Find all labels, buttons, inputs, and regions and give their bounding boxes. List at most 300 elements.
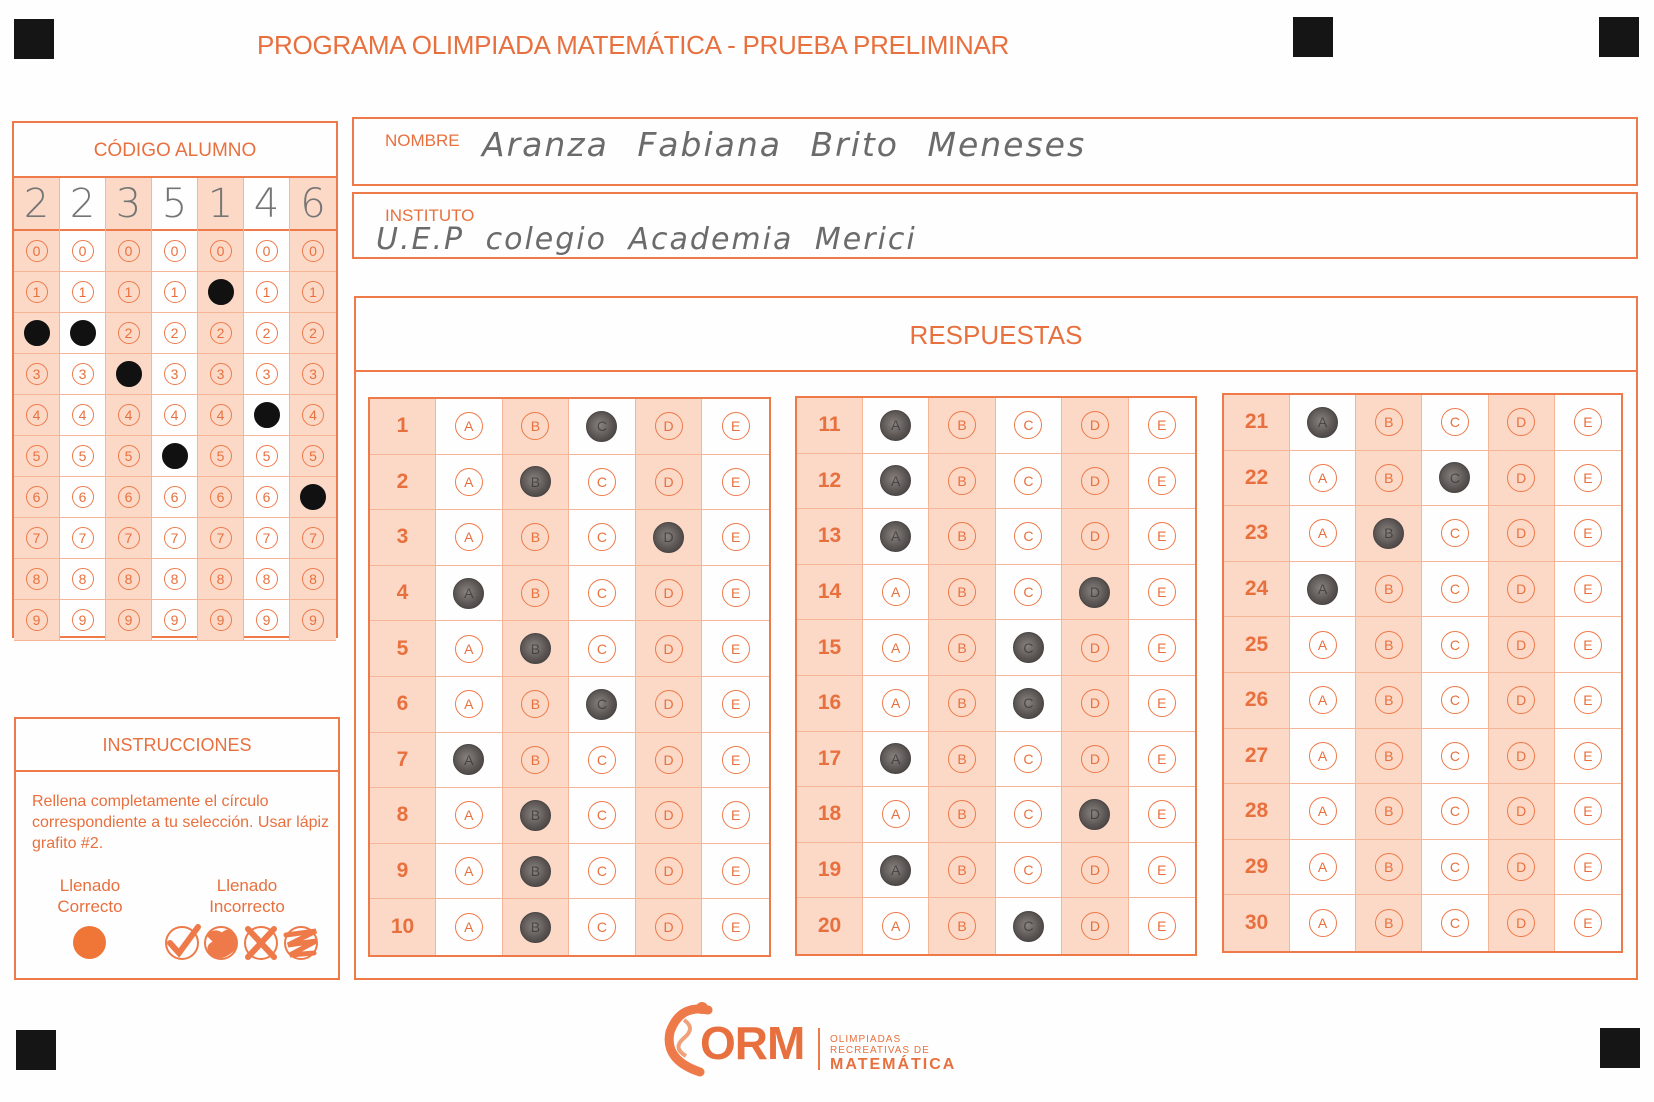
answer-bubble-a[interactable]: A [882, 800, 910, 828]
answer-bubble-c[interactable]: C [1013, 688, 1044, 719]
code-bubble[interactable] [208, 279, 234, 305]
answer-bubble-d[interactable]: D [1079, 577, 1110, 608]
code-bubble[interactable]: 9 [210, 609, 232, 631]
answer-bubble-b[interactable]: B [521, 746, 549, 774]
answer-bubble-c[interactable]: C [586, 689, 617, 720]
code-bubble[interactable]: 5 [210, 445, 232, 467]
answer-bubble-a[interactable]: A [455, 523, 483, 551]
answer-bubble-d[interactable]: D [1081, 467, 1109, 495]
code-bubble[interactable]: 7 [164, 527, 186, 549]
answer-row [569, 510, 635, 566]
answer-bubble-d[interactable]: D [1081, 634, 1109, 662]
answer-bubble-a[interactable]: A [1309, 631, 1337, 659]
answer-row [797, 843, 862, 899]
code-bubble[interactable]: 6 [26, 486, 48, 508]
answer-bubble-e[interactable]: E [1148, 467, 1176, 495]
answer-bubble-b[interactable]: B [1375, 742, 1403, 770]
logo-line-2: RECREATIVAS DE [830, 1045, 930, 1056]
code-bubble[interactable]: 9 [26, 609, 48, 631]
answer-bubble-e[interactable]: E [1574, 575, 1602, 603]
answer-bubble-a[interactable]: A [1307, 574, 1338, 605]
code-row [60, 395, 105, 436]
code-row [198, 436, 243, 477]
answer-bubble-c[interactable]: C [1441, 575, 1469, 603]
answer-row [1062, 898, 1127, 954]
answer-bubble-e[interactable]: E [722, 579, 750, 607]
answer-row [636, 677, 702, 733]
code-bubble[interactable]: 1 [164, 281, 186, 303]
code-bubble[interactable]: 1 [256, 281, 278, 303]
code-bubble[interactable]: 7 [210, 527, 232, 549]
answer-row [503, 788, 569, 844]
answer-bubble-d[interactable]: D [653, 522, 684, 553]
code-bubble[interactable]: 2 [164, 322, 186, 344]
code-bubble[interactable]: 8 [302, 568, 324, 590]
code-bubble[interactable]: 6 [72, 486, 94, 508]
code-bubble[interactable]: 5 [302, 445, 324, 467]
code-row [106, 600, 151, 641]
answer-bubble-d[interactable]: D [1507, 631, 1535, 659]
code-row [290, 395, 336, 436]
name-value: Aranza Fabiana Brito Meneses [482, 125, 1087, 164]
code-bubble[interactable]: 3 [302, 363, 324, 385]
answer-bubble-c[interactable]: C [1014, 467, 1042, 495]
answer-row [797, 565, 862, 621]
code-bubble[interactable]: 4 [210, 404, 232, 426]
answer-bubble-e[interactable]: E [1574, 464, 1602, 492]
code-bubble[interactable]: 4 [164, 404, 186, 426]
answer-row [636, 399, 702, 455]
answer-bubble-a[interactable]: A [882, 634, 910, 662]
answer-bubble-b[interactable]: B [948, 411, 976, 439]
code-bubble[interactable]: 7 [302, 527, 324, 549]
code-bubble[interactable]: 8 [72, 568, 94, 590]
answer-bubble-b[interactable]: B [948, 467, 976, 495]
code-bubble[interactable]: 6 [164, 486, 186, 508]
question-number: 7 [396, 747, 409, 771]
answer-bubble-e[interactable]: E [1574, 686, 1602, 714]
answer-bubble-e[interactable]: E [722, 412, 750, 440]
answer-bubble-b[interactable]: B [948, 745, 976, 773]
answer-bubble-a[interactable]: A [880, 465, 911, 496]
answer-bubble-a[interactable]: A [1309, 853, 1337, 881]
answer-bubble-d[interactable]: D [655, 913, 683, 941]
answer-row [1062, 565, 1127, 621]
answer-bubble-b[interactable]: B [1375, 408, 1403, 436]
answer-bubble-e[interactable]: E [1148, 634, 1176, 662]
code-bubble[interactable] [24, 320, 50, 346]
code-row [198, 600, 243, 641]
answer-bubble-c[interactable]: C [1441, 519, 1469, 547]
answer-bubble-e[interactable]: E [722, 746, 750, 774]
answer-bubble-a[interactable]: A [1309, 742, 1337, 770]
answer-row [1489, 617, 1554, 673]
answer-bubble-b[interactable]: B [521, 412, 549, 440]
answer-bubble-e[interactable]: E [1574, 797, 1602, 825]
answer-bubble-e[interactable]: E [1574, 631, 1602, 659]
code-bubble[interactable]: 9 [164, 609, 186, 631]
answer-bubble-a[interactable]: A [882, 689, 910, 717]
answer-bubble-c[interactable]: C [1441, 742, 1469, 770]
answer-row [1356, 673, 1421, 729]
code-bubble[interactable]: 8 [164, 568, 186, 590]
answer-bubble-b[interactable]: B [948, 634, 976, 662]
answer-bubble-c[interactable]: C [1441, 408, 1469, 436]
answer-bubble-e[interactable]: E [1574, 408, 1602, 436]
code-bubble[interactable]: 5 [26, 445, 48, 467]
code-bubble[interactable]: 0 [118, 240, 140, 262]
answer-bubble-d[interactable]: D [1079, 799, 1110, 830]
answer-row [996, 732, 1061, 788]
logo-line-1: OLIMPIADAS [830, 1034, 902, 1045]
answer-row [1224, 562, 1289, 618]
code-bubble[interactable]: 0 [72, 240, 94, 262]
answer-bubble-e[interactable]: E [1148, 411, 1176, 439]
answer-row [503, 899, 569, 955]
code-bubble[interactable]: 1 [118, 281, 140, 303]
answer-row [1129, 509, 1195, 565]
choice-column [1129, 398, 1195, 954]
answer-bubble-b[interactable]: B [1375, 853, 1403, 881]
code-bubble[interactable]: 7 [72, 527, 94, 549]
answer-bubble-e[interactable]: E [1574, 519, 1602, 547]
answer-bubble-e[interactable]: E [1148, 856, 1176, 884]
code-bubble[interactable]: 0 [26, 240, 48, 262]
answer-bubble-b[interactable]: B [520, 912, 551, 943]
question-number: 28 [1244, 799, 1269, 823]
answer-bubble-e[interactable]: E [722, 635, 750, 663]
answer-bubble-a[interactable]: A [455, 857, 483, 885]
code-bubble[interactable]: 2 [118, 322, 140, 344]
code-row [14, 600, 59, 641]
code-bubble[interactable]: 4 [72, 404, 94, 426]
answer-row [929, 843, 994, 899]
code-bubble[interactable]: 9 [118, 609, 140, 631]
answer-bubble-a[interactable]: A [880, 521, 911, 552]
answer-bubble-d[interactable]: D [655, 690, 683, 718]
answer-bubble-b[interactable]: B [948, 578, 976, 606]
code-bubble[interactable]: 1 [302, 281, 324, 303]
answer-bubble-c[interactable]: C [586, 411, 617, 442]
answer-bubble-c[interactable]: C [588, 635, 616, 663]
answer-bubble-e[interactable]: E [1574, 853, 1602, 881]
code-row [152, 559, 197, 600]
answer-bubble-d[interactable]: D [655, 468, 683, 496]
answer-bubble-d[interactable]: D [1081, 912, 1109, 940]
answer-bubble-d[interactable]: D [1507, 797, 1535, 825]
answer-bubble-b[interactable]: B [1375, 464, 1403, 492]
code-bubble[interactable]: 8 [210, 568, 232, 590]
code-bubble[interactable]: 2 [302, 322, 324, 344]
answer-bubble-c[interactable]: C [1013, 911, 1044, 942]
answer-bubble-a[interactable]: A [1309, 519, 1337, 547]
code-bubble[interactable]: 3 [26, 363, 48, 385]
answer-bubble-b[interactable]: B [1375, 631, 1403, 659]
answer-bubble-b[interactable]: B [948, 800, 976, 828]
answer-bubble-b[interactable]: B [1375, 909, 1403, 937]
code-bubble[interactable]: 4 [118, 404, 140, 426]
answer-row [863, 398, 928, 454]
institute-label: INSTITUTO [385, 206, 475, 225]
answer-bubble-b[interactable]: B [1375, 575, 1403, 603]
answer-row [1555, 784, 1621, 840]
code-bubble[interactable]: 9 [302, 609, 324, 631]
answer-bubble-a[interactable]: A [455, 801, 483, 829]
question-number: 26 [1244, 688, 1269, 712]
answer-bubble-a[interactable]: A [1309, 464, 1337, 492]
answer-bubble-c[interactable]: C [1441, 631, 1469, 659]
answer-row [863, 454, 928, 510]
code-bubble[interactable] [116, 361, 142, 387]
answer-bubble-e[interactable]: E [1574, 742, 1602, 770]
answer-bubble-c[interactable]: C [1014, 745, 1042, 773]
answer-bubble-a[interactable]: A [882, 912, 910, 940]
answer-bubble-b[interactable]: B [948, 912, 976, 940]
answer-bubble-c[interactable]: C [588, 468, 616, 496]
answer-bubble-d[interactable]: D [1507, 853, 1535, 881]
answer-bubble-c[interactable]: C [588, 801, 616, 829]
code-bubble[interactable]: 8 [26, 568, 48, 590]
answer-bubble-a[interactable]: A [453, 744, 484, 775]
code-bubble[interactable]: 5 [118, 445, 140, 467]
answer-row [1224, 395, 1289, 451]
answer-bubble-c[interactable]: C [1014, 800, 1042, 828]
code-bubble[interactable]: 3 [164, 363, 186, 385]
answer-bubble-e[interactable]: E [722, 523, 750, 551]
answer-bubble-c[interactable]: C [1439, 462, 1470, 493]
answer-bubble-c[interactable]: C [1014, 578, 1042, 606]
code-bubble[interactable] [254, 402, 280, 428]
answer-bubble-d[interactable]: D [1507, 742, 1535, 770]
answer-bubble-e[interactable]: E [1148, 578, 1176, 606]
code-bubble[interactable]: 7 [26, 527, 48, 549]
answer-bubble-d[interactable]: D [655, 635, 683, 663]
answer-row [1555, 395, 1621, 451]
answer-bubble-e[interactable]: E [722, 913, 750, 941]
answer-row [996, 898, 1061, 954]
answer-bubble-a[interactable]: A [455, 635, 483, 663]
code-column-3 [106, 178, 152, 641]
name-field[interactable] [352, 117, 1638, 186]
answer-bubble-d[interactable]: D [1081, 856, 1109, 884]
answer-bubble-d[interactable]: D [1507, 686, 1535, 714]
answer-bubble-c[interactable]: C [588, 857, 616, 885]
answer-bubble-c[interactable]: C [1013, 632, 1044, 663]
answer-row [1062, 843, 1127, 899]
answer-row [1422, 617, 1487, 673]
answer-row [503, 844, 569, 900]
answer-bubble-c[interactable]: C [1441, 797, 1469, 825]
code-bubble[interactable]: 5 [256, 445, 278, 467]
answer-row [929, 565, 994, 621]
code-bubble[interactable]: 3 [210, 363, 232, 385]
institute-field[interactable] [352, 192, 1638, 259]
answer-bubble-e[interactable]: E [1148, 522, 1176, 550]
code-bubble[interactable] [70, 320, 96, 346]
answer-bubble-c[interactable]: C [1014, 411, 1042, 439]
question-number: 14 [817, 580, 842, 604]
answer-bubble-d[interactable]: D [655, 412, 683, 440]
answer-row [702, 399, 769, 455]
code-bubble[interactable]: 0 [302, 240, 324, 262]
code-row [244, 600, 289, 641]
code-bubble[interactable]: 4 [26, 404, 48, 426]
answer-bubble-b[interactable]: B [1375, 686, 1403, 714]
answer-row [436, 788, 502, 844]
code-row [152, 313, 197, 354]
code-row [290, 313, 336, 354]
orm-logo [660, 996, 980, 1082]
answer-bubble-c[interactable]: C [588, 746, 616, 774]
answer-row [1129, 398, 1195, 454]
answer-bubble-d[interactable]: D [655, 579, 683, 607]
code-bubble[interactable]: 4 [302, 404, 324, 426]
code-row [106, 354, 151, 395]
answer-bubble-c[interactable]: C [1014, 522, 1042, 550]
answer-bubble-b[interactable]: B [521, 690, 549, 718]
code-bubble[interactable]: 3 [72, 363, 94, 385]
answer-bubble-b[interactable]: B [520, 856, 551, 887]
question-number: 16 [817, 691, 842, 715]
answer-bubble-b[interactable]: B [948, 522, 976, 550]
answer-bubble-d[interactable]: D [1507, 909, 1535, 937]
incorrect-fill-label: Llenado Incorrecto [209, 876, 285, 916]
code-bubble[interactable]: 8 [118, 568, 140, 590]
code-bubble[interactable]: 0 [164, 240, 186, 262]
code-bubble[interactable] [162, 443, 188, 469]
answer-bubble-a[interactable]: A [1309, 797, 1337, 825]
answer-bubble-d[interactable]: D [1507, 575, 1535, 603]
answer-bubble-c[interactable]: C [1014, 856, 1042, 884]
answer-bubble-a[interactable]: A [455, 913, 483, 941]
logo-line-3: MATEMÁTICA [830, 1056, 957, 1073]
code-bubble[interactable]: 3 [256, 363, 278, 385]
answer-bubble-a[interactable]: A [455, 690, 483, 718]
answer-bubble-a[interactable]: A [1309, 909, 1337, 937]
answer-bubble-e[interactable]: E [722, 468, 750, 496]
answer-bubble-e[interactable]: E [1148, 800, 1176, 828]
answer-bubble-a[interactable]: A [880, 743, 911, 774]
answer-bubble-d[interactable]: D [1081, 411, 1109, 439]
code-bubble[interactable]: 6 [210, 486, 232, 508]
answer-bubble-b[interactable]: B [948, 856, 976, 884]
answer-row [636, 510, 702, 566]
answer-bubble-d[interactable]: D [1081, 689, 1109, 717]
code-row [244, 559, 289, 600]
code-bubble[interactable]: 9 [72, 609, 94, 631]
answer-bubble-a[interactable]: A [1307, 407, 1338, 438]
answer-row [436, 899, 502, 955]
answer-bubble-a[interactable]: A [1309, 686, 1337, 714]
answer-bubble-d[interactable]: D [655, 801, 683, 829]
answer-row [1555, 729, 1621, 785]
answer-bubble-a[interactable]: A [880, 855, 911, 886]
answer-bubble-c[interactable]: C [1441, 909, 1469, 937]
registration-mark-top-left [14, 19, 54, 59]
code-bubble[interactable]: 0 [210, 240, 232, 262]
answer-bubble-a[interactable]: A [455, 412, 483, 440]
answer-row [1224, 784, 1289, 840]
answer-bubble-b[interactable]: B [521, 523, 549, 551]
answer-bubble-b[interactable]: B [948, 689, 976, 717]
answer-bubble-a[interactable]: A [882, 578, 910, 606]
answer-bubble-a[interactable]: A [455, 468, 483, 496]
answer-bubble-d[interactable]: D [655, 746, 683, 774]
answer-row [1129, 732, 1195, 788]
answer-bubble-b[interactable]: B [1373, 518, 1404, 549]
answer-bubble-c[interactable]: C [588, 579, 616, 607]
code-bubble[interactable]: 2 [210, 322, 232, 344]
code-bubble[interactable]: 6 [256, 486, 278, 508]
code-bubble[interactable]: 0 [256, 240, 278, 262]
question-number: 29 [1244, 855, 1269, 879]
code-bubble[interactable]: 6 [118, 486, 140, 508]
correct-fill-example-icon [73, 926, 106, 959]
answer-bubble-d[interactable]: D [1507, 408, 1535, 436]
answer-bubble-e[interactable]: E [722, 857, 750, 885]
code-bubble[interactable]: 9 [256, 609, 278, 631]
code-bubble[interactable]: 7 [118, 527, 140, 549]
code-column-1 [14, 178, 60, 641]
answer-bubble-b[interactable]: B [1375, 797, 1403, 825]
answer-bubble-e[interactable]: E [1148, 745, 1176, 773]
answer-row [1489, 840, 1554, 896]
answer-bubble-b[interactable]: B [520, 800, 551, 831]
answer-bubble-e[interactable]: E [722, 801, 750, 829]
answer-bubble-e[interactable]: E [1148, 912, 1176, 940]
answer-row [702, 844, 769, 900]
answer-row [1422, 729, 1487, 785]
code-bubble[interactable]: 1 [26, 281, 48, 303]
code-bubble[interactable]: 5 [72, 445, 94, 467]
code-row [60, 518, 105, 559]
answer-bubble-b[interactable]: B [521, 579, 549, 607]
code-bubble[interactable]: 7 [256, 527, 278, 549]
answer-row [1290, 784, 1355, 840]
answer-bubble-a[interactable]: A [453, 578, 484, 609]
answer-row [797, 787, 862, 843]
answer-row [1356, 729, 1421, 785]
answer-bubble-b[interactable]: B [520, 633, 551, 664]
answer-bubble-c[interactable]: C [588, 913, 616, 941]
answer-bubble-d[interactable]: D [1081, 745, 1109, 773]
answer-bubble-d[interactable]: D [1507, 519, 1535, 547]
answer-bubble-d[interactable]: D [655, 857, 683, 885]
answer-bubble-e[interactable]: E [722, 690, 750, 718]
answer-row [1422, 506, 1487, 562]
answer-bubble-c[interactable]: C [588, 523, 616, 551]
answer-bubble-a[interactable]: A [880, 410, 911, 441]
answer-bubble-d[interactable]: D [1081, 522, 1109, 550]
answer-row [370, 621, 435, 677]
answer-bubble-c[interactable]: C [1441, 686, 1469, 714]
answer-row [1062, 398, 1127, 454]
code-bubble[interactable]: 8 [256, 568, 278, 590]
choice-column [1489, 395, 1555, 951]
answer-row [1555, 506, 1621, 562]
code-row [244, 436, 289, 477]
code-bubble[interactable]: 2 [256, 322, 278, 344]
answer-row [569, 455, 635, 511]
answer-bubble-c[interactable]: C [1441, 853, 1469, 881]
code-bubble[interactable]: 1 [72, 281, 94, 303]
code-row [244, 477, 289, 518]
answer-bubble-e[interactable]: E [1148, 689, 1176, 717]
answer-bubble-d[interactable]: D [1507, 464, 1535, 492]
code-bubble[interactable] [300, 484, 326, 510]
answer-bubble-e[interactable]: E [1574, 909, 1602, 937]
answer-bubble-b[interactable]: B [520, 466, 551, 497]
